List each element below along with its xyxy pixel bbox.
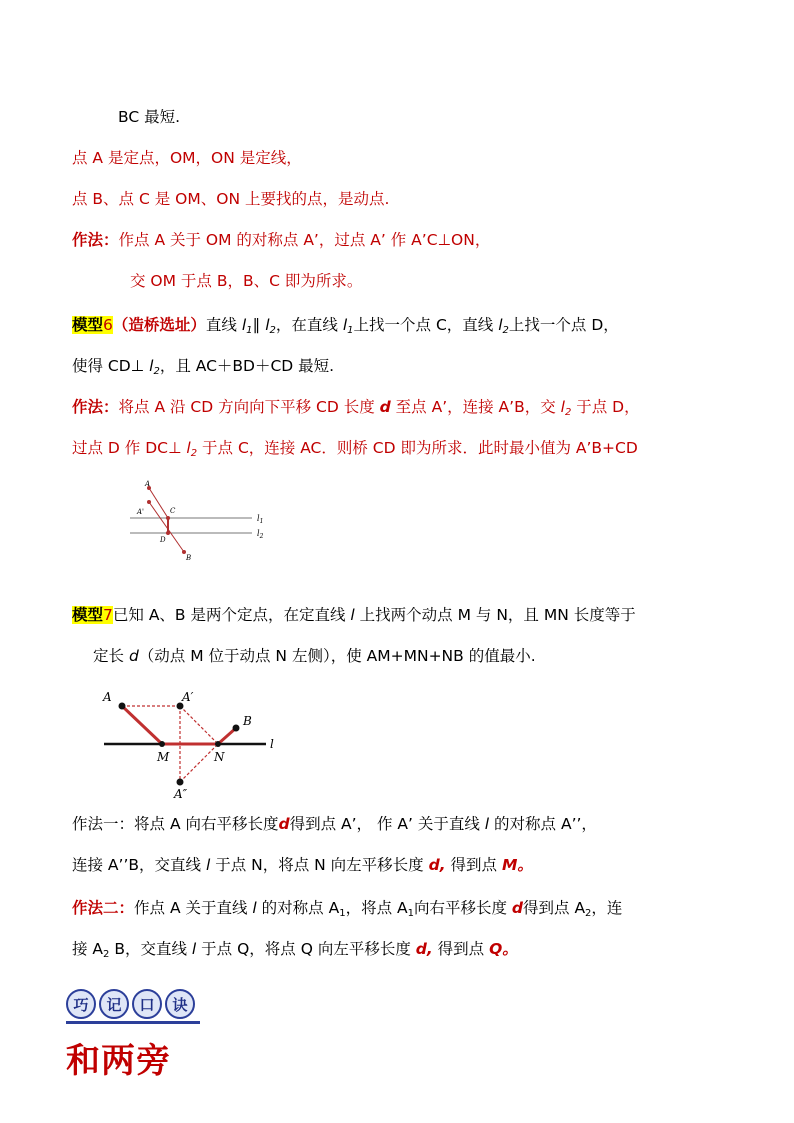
sub: 2 <box>564 407 572 418</box>
model6-method-1 <box>72 396 640 424</box>
segment-AM <box>122 706 162 744</box>
point-B <box>233 725 240 732</box>
l-symbol: l <box>149 357 154 375</box>
segment-NB <box>218 728 236 744</box>
method2-dtxt: 向右平移长度 <box>413 899 512 917</box>
l-symbol: l <box>350 606 355 624</box>
method-text: 作点 A 关于 OM 的对称点 A’，过点 A’ 作 A’C⊥ON， <box>118 231 491 249</box>
label-N: N <box>214 750 225 764</box>
label-C: C <box>170 507 176 515</box>
label-B: B <box>186 554 192 562</box>
model6-line2 <box>72 355 334 383</box>
sub: 2 <box>103 949 110 960</box>
point-Q-text: Q。 <box>489 940 518 958</box>
d-symbol: d <box>379 398 391 416</box>
method2-b: 的对称点 A <box>256 899 340 917</box>
l-symbol: l <box>191 940 197 958</box>
label-l2: $l_2$ <box>257 529 264 540</box>
point-A1 <box>147 500 151 504</box>
l-symbol: l <box>342 316 348 334</box>
sub: 1 <box>339 908 346 919</box>
point-A <box>119 703 126 710</box>
mn-figure <box>100 686 290 804</box>
model6-line2b: ，且 AC＋BD＋CD 最短. <box>159 357 335 375</box>
label-A1: A' <box>137 508 144 516</box>
model7-t1: 已知 A、B 是两个定点，在定直线 <box>112 606 351 624</box>
segment-AC <box>149 488 168 518</box>
d-symbol: d, <box>428 856 446 874</box>
point-M-text: M。 <box>501 856 533 874</box>
model7-tag: 模型7 <box>72 606 113 624</box>
badge-underline <box>66 1021 200 1024</box>
model6-tag: 模型6 <box>72 316 113 334</box>
text-line-3: 点 B、点 C 是 OM、ON 上要找的点，是动点. <box>72 190 390 208</box>
method-label: 作法： <box>72 398 119 416</box>
method1-label: 作法一： <box>72 815 135 833</box>
model7-t3: 定长 <box>93 647 129 665</box>
l-symbol: l <box>241 316 247 334</box>
bridge-figure <box>126 478 276 568</box>
method2-i: 于点 Q，将点 Q 向左平移长度 <box>196 940 416 958</box>
sub: 2 <box>585 908 592 919</box>
d-symbol: d, <box>415 940 433 958</box>
model7-t2: 上找两个动点 M 与 N，且 MN 长度等于 <box>354 606 636 624</box>
label-A: A <box>145 480 151 488</box>
method1-c: 的对称点 A’’， <box>489 815 597 833</box>
l-symbol: l <box>265 316 270 334</box>
badge: 记 <box>99 989 129 1019</box>
m1c: 于点 D， <box>571 398 640 416</box>
method2-e: 得到点 A <box>523 899 586 917</box>
l-symbol: l <box>498 316 503 334</box>
parallel-symbol: ∥ <box>252 316 266 334</box>
segment-A2N <box>180 744 218 782</box>
label-B: B <box>243 714 252 728</box>
d-symbol: d <box>278 815 290 833</box>
sub: 2 <box>502 325 509 336</box>
model7-t4: （动点 M 位于动点 N 左侧），使 AM+MN+NB 的值最小. <box>138 647 536 665</box>
method1-e: 连接 A’’B，交直线 <box>72 856 206 874</box>
sub: 1 <box>347 325 354 336</box>
label-A1: A′ <box>182 690 194 704</box>
method2-j: 得到点 <box>432 940 490 958</box>
model6-t2: ，在直线 <box>275 316 343 334</box>
badge: 诀 <box>165 989 195 1019</box>
d-symbol: d <box>511 899 524 917</box>
method1-f: 于点 N，将点 N 向左平移长度 <box>210 856 429 874</box>
method1-a: 将点 A 向右平移长度 <box>134 815 279 833</box>
l-symbol: l <box>205 856 211 874</box>
m1b: 至点 A’，连接 A’B，交 <box>390 398 561 416</box>
point-C <box>166 516 170 520</box>
segment-A1N <box>180 706 218 744</box>
mnemonic-title: 和两旁 <box>66 1041 171 1081</box>
label-M: M <box>157 750 170 764</box>
method2-line1 <box>72 897 622 925</box>
method1-line2 <box>72 854 533 876</box>
m2b: 于点 C，连接 AC．则桥 CD 即为所求．此时最小值为 A’B+CD <box>197 439 638 457</box>
l-symbol: l <box>560 398 565 416</box>
method-label: 作法： <box>72 231 119 249</box>
model6-t3: 上找一个点 C，直线 <box>353 316 499 334</box>
badge: 巧 <box>66 989 96 1019</box>
method2-label: 作法二： <box>72 899 135 917</box>
label-l: l <box>270 737 274 751</box>
sub: 2 <box>269 325 276 336</box>
sub: 2 <box>153 366 160 377</box>
method2-h: B，交直线 <box>109 940 192 958</box>
model6-line2a: 使得 CD⊥ <box>72 357 150 375</box>
label-A2: A″ <box>174 787 188 801</box>
method2-line2 <box>72 938 518 966</box>
model7-heading <box>72 604 636 626</box>
sub: 2 <box>190 448 198 459</box>
l-symbol: l <box>186 439 191 457</box>
model6-subtitle: （造桥选址） <box>112 316 206 334</box>
point-N <box>215 741 221 747</box>
method1-b: 得到点 A’， 作 A’ 关于直线 <box>289 815 485 833</box>
m2a: 过点 D 作 DC⊥ <box>72 439 187 457</box>
method2-c: ，将点 A <box>345 899 408 917</box>
label-l1: $l_1$ <box>257 514 264 525</box>
mnemonic-badges <box>66 989 195 1019</box>
point-M <box>159 741 165 747</box>
method-line <box>72 229 490 251</box>
text-line-5: 交 OM 于点 B，B、C 即为所求。 <box>130 272 363 290</box>
segment-A1B <box>149 502 184 552</box>
label-A: A <box>103 690 112 704</box>
method2-g: 接 A <box>72 940 104 958</box>
model7-line2 <box>93 645 536 667</box>
l-symbol: l <box>484 815 490 833</box>
method2-a: 作点 A 关于直线 <box>134 899 253 917</box>
model6-t1: 直线 <box>205 316 242 334</box>
sub: 1 <box>246 325 253 336</box>
method1-g: 得到点 <box>445 856 502 874</box>
model6-t4: 上找一个点 D， <box>508 316 619 334</box>
d-symbol: d <box>128 647 139 665</box>
m1a: 将点 A 沿 CD 方向向下平移 CD 长度 <box>118 398 380 416</box>
point-A2 <box>177 779 184 786</box>
model6-method-2 <box>72 437 638 465</box>
text-line-1: BC 最短. <box>118 108 181 126</box>
sub: 1 <box>407 908 414 919</box>
method1-line1 <box>72 813 597 835</box>
model6-heading <box>72 314 619 342</box>
point-D <box>166 531 170 535</box>
l-symbol: l <box>252 899 257 917</box>
badge: 口 <box>132 989 162 1019</box>
label-D: D <box>160 536 166 544</box>
text-line-2: 点 A 是定点，OM，ON 是定线， <box>72 149 302 167</box>
method2-f: ，连 <box>591 899 623 917</box>
